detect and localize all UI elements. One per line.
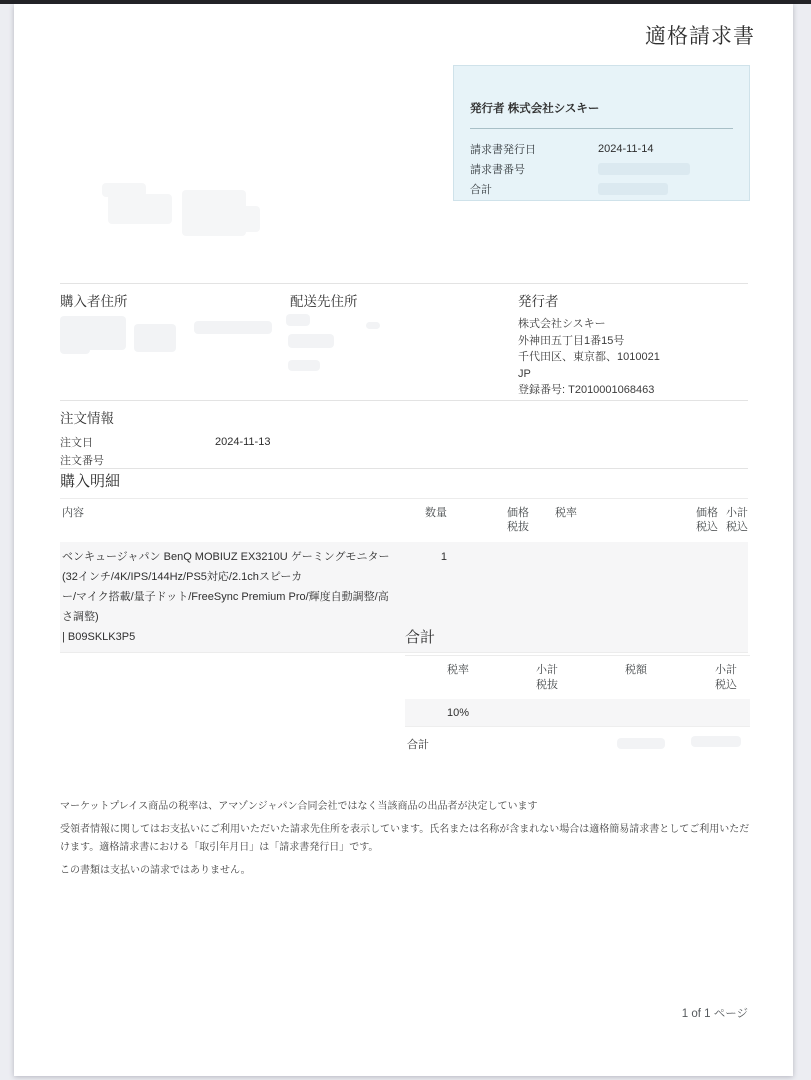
invoice-page bbox=[14, 4, 793, 1076]
totals-column-tax-amount: 税額 bbox=[625, 664, 647, 676]
buyer-address-column bbox=[60, 290, 128, 316]
order-info-heading: 注文情報 bbox=[60, 411, 114, 426]
totals-column-tax-rate: 税率 bbox=[447, 664, 469, 676]
totals-heading: 合計 bbox=[405, 626, 750, 656]
redacted-text bbox=[598, 183, 668, 195]
order-number-label: 注文番号 bbox=[60, 455, 104, 467]
item-title: ベンキュージャパン BenQ MOBIUZ EX3210U ゲーミングモニター bbox=[62, 551, 390, 563]
invoice-summary-box bbox=[453, 65, 750, 201]
column-description: 内容 bbox=[62, 507, 84, 519]
summary-rows bbox=[470, 139, 733, 199]
divider bbox=[60, 400, 748, 401]
totals-grand-total-row bbox=[405, 736, 750, 752]
redacted-text bbox=[286, 314, 310, 326]
order-date-row bbox=[60, 433, 748, 451]
note-recipient-info: 受領者情報に関してはお支払いにご利用いただいた請求先住所を表示しています。氏名または名称が含まれない場合は適格簡易請求書としてご利用いただけます。適格請求書における「取引年月日」は「請求書発行日」です。 bbox=[60, 824, 750, 853]
redacted-text bbox=[228, 206, 260, 232]
totals-section bbox=[405, 626, 750, 752]
redacted-text bbox=[366, 322, 380, 329]
redacted-text bbox=[108, 194, 172, 224]
column-quantity: 数量 bbox=[425, 507, 447, 519]
summary-divider bbox=[470, 128, 733, 129]
order-number-row bbox=[60, 451, 748, 469]
item-description: ベンキュージャパン BenQ MOBIUZ EX3210U ゲーミングモニター (32インチ/4K/IPS/144Hz/PS5対応/2.1chスピーカ ー/マイク搭載/量子ドット/FreeSync Premium Pro/輝度自動調整/高さ調整) | B09SKLK3P5 bbox=[60, 547, 390, 647]
page-indicator: 1 of 1 ページ bbox=[681, 1008, 748, 1020]
note-not-a-payment-request: この書類は支払いの請求ではありません。 bbox=[60, 865, 251, 876]
redacted-text bbox=[598, 163, 690, 175]
totals-rate-row bbox=[405, 699, 750, 727]
redacted-text bbox=[617, 738, 665, 749]
issuer-city: 千代田区、東京都、1010021 bbox=[518, 351, 660, 363]
purchase-details-heading: 購入明細 bbox=[60, 470, 748, 499]
item-asin: | B09SKLK3P5 bbox=[62, 631, 136, 643]
issue-date-label: 請求書発行日 bbox=[470, 144, 536, 156]
redacted-text bbox=[134, 324, 176, 352]
column-price-inc-tax: 価格 税込 bbox=[696, 507, 718, 533]
redacted-text bbox=[288, 334, 334, 348]
totals-column-subtotal-ex: 小計 税抜 bbox=[536, 664, 558, 691]
redacted-text bbox=[60, 342, 90, 354]
rate-row-tax-rate: 10% bbox=[447, 706, 470, 719]
footer-notes bbox=[60, 798, 750, 885]
issuer-company-name: 株式会社シスキー bbox=[518, 318, 606, 330]
column-subtotal-inc-tax: 小計 税込 bbox=[726, 507, 748, 533]
column-price-ex-tax: 価格 税抜 bbox=[507, 507, 529, 533]
purchase-table-header bbox=[60, 499, 748, 542]
shipping-address-column bbox=[290, 290, 358, 316]
summary-row-issue-date bbox=[470, 139, 733, 159]
buyer-address-heading: 購入者住所 bbox=[60, 294, 128, 309]
order-date-label: 注文日 bbox=[60, 437, 93, 449]
note-marketplace-tax: マーケットプレイス商品の税率は、アマゾンジャパン合同会社ではなく当該商品の出品者が決定しています bbox=[60, 801, 538, 812]
issuer-heading: 発行者 bbox=[518, 294, 559, 309]
issuer-country: JP bbox=[518, 367, 531, 380]
issuer-registration-number: 登録番号: T2010001068463 bbox=[518, 384, 655, 396]
grand-total-label: 合計 bbox=[407, 739, 429, 751]
order-info-section bbox=[60, 407, 748, 469]
order-date-value: 2024-11-13 bbox=[215, 436, 271, 448]
summary-issuer-line: 発行者 株式会社シスキー bbox=[470, 103, 600, 115]
divider bbox=[60, 468, 748, 469]
redacted-text bbox=[691, 736, 741, 747]
summary-row-invoice-number bbox=[470, 159, 733, 179]
redacted-text bbox=[194, 321, 272, 334]
document-title: 適格請求書 bbox=[645, 25, 755, 48]
shipping-address-heading: 配送先住所 bbox=[290, 294, 358, 309]
issuer-street: 外神田五丁目1番15号 bbox=[518, 334, 625, 347]
redacted-text bbox=[288, 360, 320, 371]
summary-row-total bbox=[470, 179, 733, 199]
summary-total-label: 合計 bbox=[470, 184, 492, 196]
invoice-number-label: 請求書番号 bbox=[470, 164, 525, 176]
totals-column-subtotal-inc: 小計 税込 bbox=[715, 664, 737, 691]
column-tax-rate: 税率 bbox=[555, 507, 577, 519]
item-quantity: 1 bbox=[440, 551, 447, 563]
issuer-column bbox=[518, 290, 748, 399]
totals-table-header bbox=[405, 656, 750, 699]
divider bbox=[60, 283, 748, 284]
issuer-address-block bbox=[518, 316, 748, 399]
issue-date-value: 2024-11-14 bbox=[598, 143, 654, 155]
